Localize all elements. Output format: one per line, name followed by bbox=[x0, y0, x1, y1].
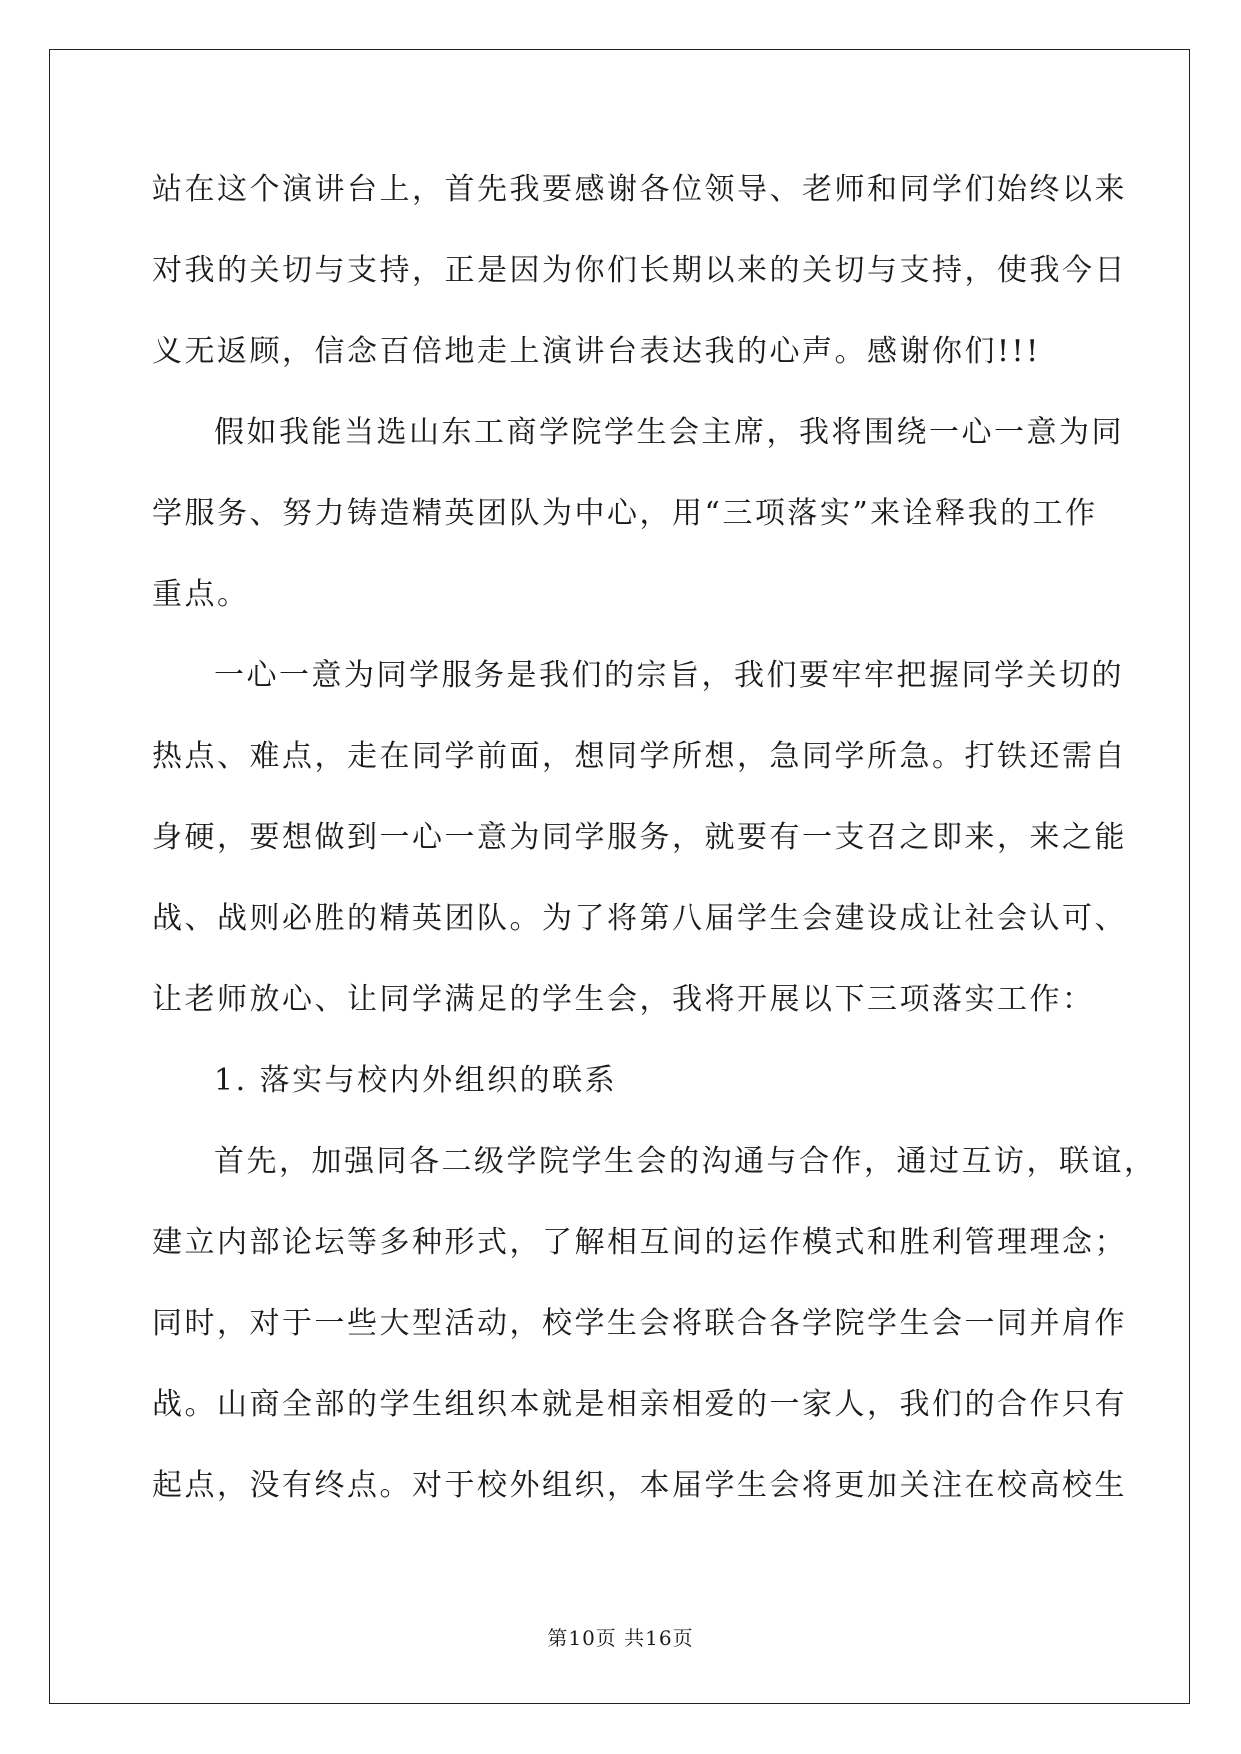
body-line-3: 义无返顾，信念百倍地走上演讲台表达我的心声。感谢你们!!! bbox=[152, 334, 1041, 369]
body-line-16: 战。山商全部的学生组织本就是相亲相爱的一家人，我们的合作只有 bbox=[152, 1387, 1127, 1422]
body-line-4: 假如我能当选山东工商学院学生会主席，我将围绕一心一意为同 bbox=[214, 415, 1124, 450]
body-line-8: 热点、难点，走在同学前面，想同学所想，急同学所急。打铁还需自 bbox=[152, 739, 1127, 774]
body-line-2: 对我的关切与支持，正是因为你们长期以来的关切与支持，使我今日 bbox=[152, 253, 1127, 288]
body-line-13: 首先，加强同各二级学院学生会的沟通与合作，通过互访，联谊， bbox=[214, 1144, 1157, 1179]
body-line-7: 一心一意为同学服务是我们的宗旨，我们要牢牢把握同学关切的 bbox=[214, 658, 1124, 693]
page-number-footer: 第10页 共16页 bbox=[547, 1626, 694, 1650]
body-line-5: 学服务、努力铸造精英团队为中心，用“三项落实”来诠释我的工作 bbox=[152, 496, 1098, 531]
section-heading: 1. 落实与校内外组织的联系 bbox=[214, 1063, 618, 1098]
body-line-10: 战、战则必胜的精英团队。为了将第八届学生会建设成让社会认可、 bbox=[152, 901, 1127, 936]
body-line-9: 身硬，要想做到一心一意为同学服务，就要有一支召之即来，来之能 bbox=[152, 820, 1127, 855]
body-line-17: 起点，没有终点。对于校外组织，本届学生会将更加关注在校高校生 bbox=[152, 1468, 1127, 1503]
body-line-1: 站在这个演讲台上，首先我要感谢各位领导、老师和同学们始终以来 bbox=[152, 172, 1127, 207]
document-body bbox=[152, 160, 1157, 1537]
body-line-11: 让老师放心、让同学满足的学生会，我将开展以下三项落实工作： bbox=[152, 982, 1095, 1017]
body-line-14: 建立内部论坛等多种形式，了解相互间的运作模式和胜利管理理念； bbox=[152, 1225, 1127, 1260]
body-line-15: 同时，对于一些大型活动，校学生会将联合各学院学生会一同并肩作 bbox=[152, 1306, 1127, 1341]
body-line-6: 重点。 bbox=[152, 577, 250, 612]
